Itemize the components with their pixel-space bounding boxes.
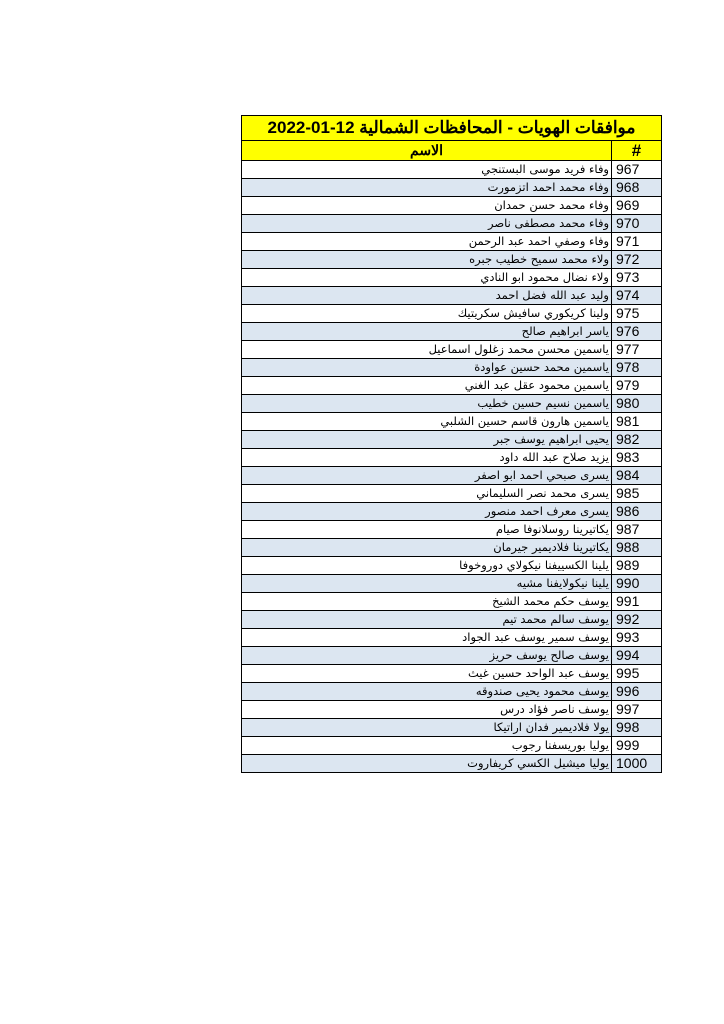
table-row xyxy=(242,467,662,485)
row-number: 970 xyxy=(612,215,662,233)
row-number: 985 xyxy=(612,485,662,503)
row-number: 976 xyxy=(612,323,662,341)
row-name: يلينا الكسييفنا نيكولاي دوروخوفا xyxy=(242,557,612,575)
row-number: 991 xyxy=(612,593,662,611)
table-row xyxy=(242,323,662,341)
table-row xyxy=(242,197,662,215)
row-number: 978 xyxy=(612,359,662,377)
row-name: يسرى معرف احمد منصور xyxy=(242,503,612,521)
row-name: يسرى صبحي احمد ابو اصفر xyxy=(242,467,612,485)
row-name: يوليا بوريسفنا رجوب xyxy=(242,737,612,755)
table-row xyxy=(242,287,662,305)
table-row xyxy=(242,431,662,449)
row-name: ياسمين محمد حسين عواودة xyxy=(242,359,612,377)
row-name: ياسر ابراهيم صالح xyxy=(242,323,612,341)
row-number: 973 xyxy=(612,269,662,287)
table-row xyxy=(242,179,662,197)
row-name: يوسف سمير يوسف عبد الجواد xyxy=(242,629,612,647)
table-row xyxy=(242,251,662,269)
table-title: موافقات الهويات - المحافظات الشمالية 12-01-2022 xyxy=(242,116,662,141)
row-number: 974 xyxy=(612,287,662,305)
row-number: 987 xyxy=(612,521,662,539)
row-number: 988 xyxy=(612,539,662,557)
table-row xyxy=(242,485,662,503)
row-number: 984 xyxy=(612,467,662,485)
row-name: يسرى محمد نصر السليماني xyxy=(242,485,612,503)
row-name: ولاء نضال محمود ابو النادي xyxy=(242,269,612,287)
title-row xyxy=(242,116,662,141)
table-row xyxy=(242,755,662,773)
row-name: يوسف صالح يوسف حريز xyxy=(242,647,612,665)
row-name: وليد عبد الله فضل احمد xyxy=(242,287,612,305)
row-name: ولينا كريكوري سافيش سكريتيك xyxy=(242,305,612,323)
table-row xyxy=(242,395,662,413)
row-number: 998 xyxy=(612,719,662,737)
row-name: يزيد صلاح عبد الله داود xyxy=(242,449,612,467)
table-row xyxy=(242,539,662,557)
row-number: 969 xyxy=(612,197,662,215)
header-row xyxy=(242,141,662,161)
table-row xyxy=(242,683,662,701)
row-number: 989 xyxy=(612,557,662,575)
row-number: 975 xyxy=(612,305,662,323)
row-name: يوسف حكم محمد الشيخ xyxy=(242,593,612,611)
table-row xyxy=(242,593,662,611)
row-number: 993 xyxy=(612,629,662,647)
row-name: يوسف ناصر فؤاد درس xyxy=(242,701,612,719)
row-number: 992 xyxy=(612,611,662,629)
table-row xyxy=(242,413,662,431)
row-name: وفاء وصفي احمد عبد الرحمن xyxy=(242,233,612,251)
row-name: ياسمين هارون قاسم حسين الشلبي xyxy=(242,413,612,431)
row-number: 986 xyxy=(612,503,662,521)
table-row xyxy=(242,233,662,251)
row-number: 977 xyxy=(612,341,662,359)
row-number: 971 xyxy=(612,233,662,251)
table-row xyxy=(242,521,662,539)
row-number: 980 xyxy=(612,395,662,413)
row-name: وفاء محمد حسن حمدان xyxy=(242,197,612,215)
row-number: 981 xyxy=(612,413,662,431)
table-row xyxy=(242,737,662,755)
table-body xyxy=(242,116,662,773)
row-number: 996 xyxy=(612,683,662,701)
table-row xyxy=(242,359,662,377)
header-name: الاسم xyxy=(242,141,612,161)
row-number: 997 xyxy=(612,701,662,719)
table-row xyxy=(242,161,662,179)
table-row xyxy=(242,377,662,395)
row-number: 982 xyxy=(612,431,662,449)
table-row xyxy=(242,701,662,719)
row-name: ياسمين محسن محمد زغلول اسماعيل xyxy=(242,341,612,359)
row-name: ياسمين نسيم حسين خطيب xyxy=(242,395,612,413)
table-row xyxy=(242,269,662,287)
row-name: يولا فلاديمير فدان اراتيكا xyxy=(242,719,612,737)
table-row xyxy=(242,647,662,665)
table-row xyxy=(242,719,662,737)
row-number: 972 xyxy=(612,251,662,269)
table-row xyxy=(242,341,662,359)
table-row xyxy=(242,629,662,647)
row-name: يوسف محمود يحيى صندوقه xyxy=(242,683,612,701)
row-name: ياسمين محمود عقل عبد الغني xyxy=(242,377,612,395)
row-name: يوسف عبد الواحد حسين غيث xyxy=(242,665,612,683)
row-name: وفاء فريد موسى البستنجي xyxy=(242,161,612,179)
row-number: 979 xyxy=(612,377,662,395)
row-number: 1000 xyxy=(612,755,662,773)
table-row xyxy=(242,449,662,467)
row-number: 990 xyxy=(612,575,662,593)
row-name: وفاء محمد احمد اتزمورت xyxy=(242,179,612,197)
table-row xyxy=(242,665,662,683)
row-name: ولاء محمد سميح خطيب جبره xyxy=(242,251,612,269)
row-name: يكاتيرينا فلاديمير جيرمان xyxy=(242,539,612,557)
row-number: 968 xyxy=(612,179,662,197)
row-number: 994 xyxy=(612,647,662,665)
row-name: يلينا نيكولايفنا مشيه xyxy=(242,575,612,593)
row-number: 967 xyxy=(612,161,662,179)
row-number: 999 xyxy=(612,737,662,755)
table-row xyxy=(242,611,662,629)
row-name: يوليا ميشيل الكسي كريفاروت xyxy=(242,755,612,773)
table-row xyxy=(242,503,662,521)
row-number: 983 xyxy=(612,449,662,467)
header-number: # xyxy=(612,141,662,161)
table-row xyxy=(242,215,662,233)
table-row xyxy=(242,575,662,593)
table-row xyxy=(242,557,662,575)
row-name: يكاتيرينا روسلانوفا صيام xyxy=(242,521,612,539)
row-name: وفاء محمد مصطفى ناصر xyxy=(242,215,612,233)
row-name: يوسف سالم محمد تيم xyxy=(242,611,612,629)
table-row xyxy=(242,305,662,323)
approvals-table xyxy=(241,115,662,773)
row-name: يحيى ابراهيم يوسف جبر xyxy=(242,431,612,449)
row-number: 995 xyxy=(612,665,662,683)
